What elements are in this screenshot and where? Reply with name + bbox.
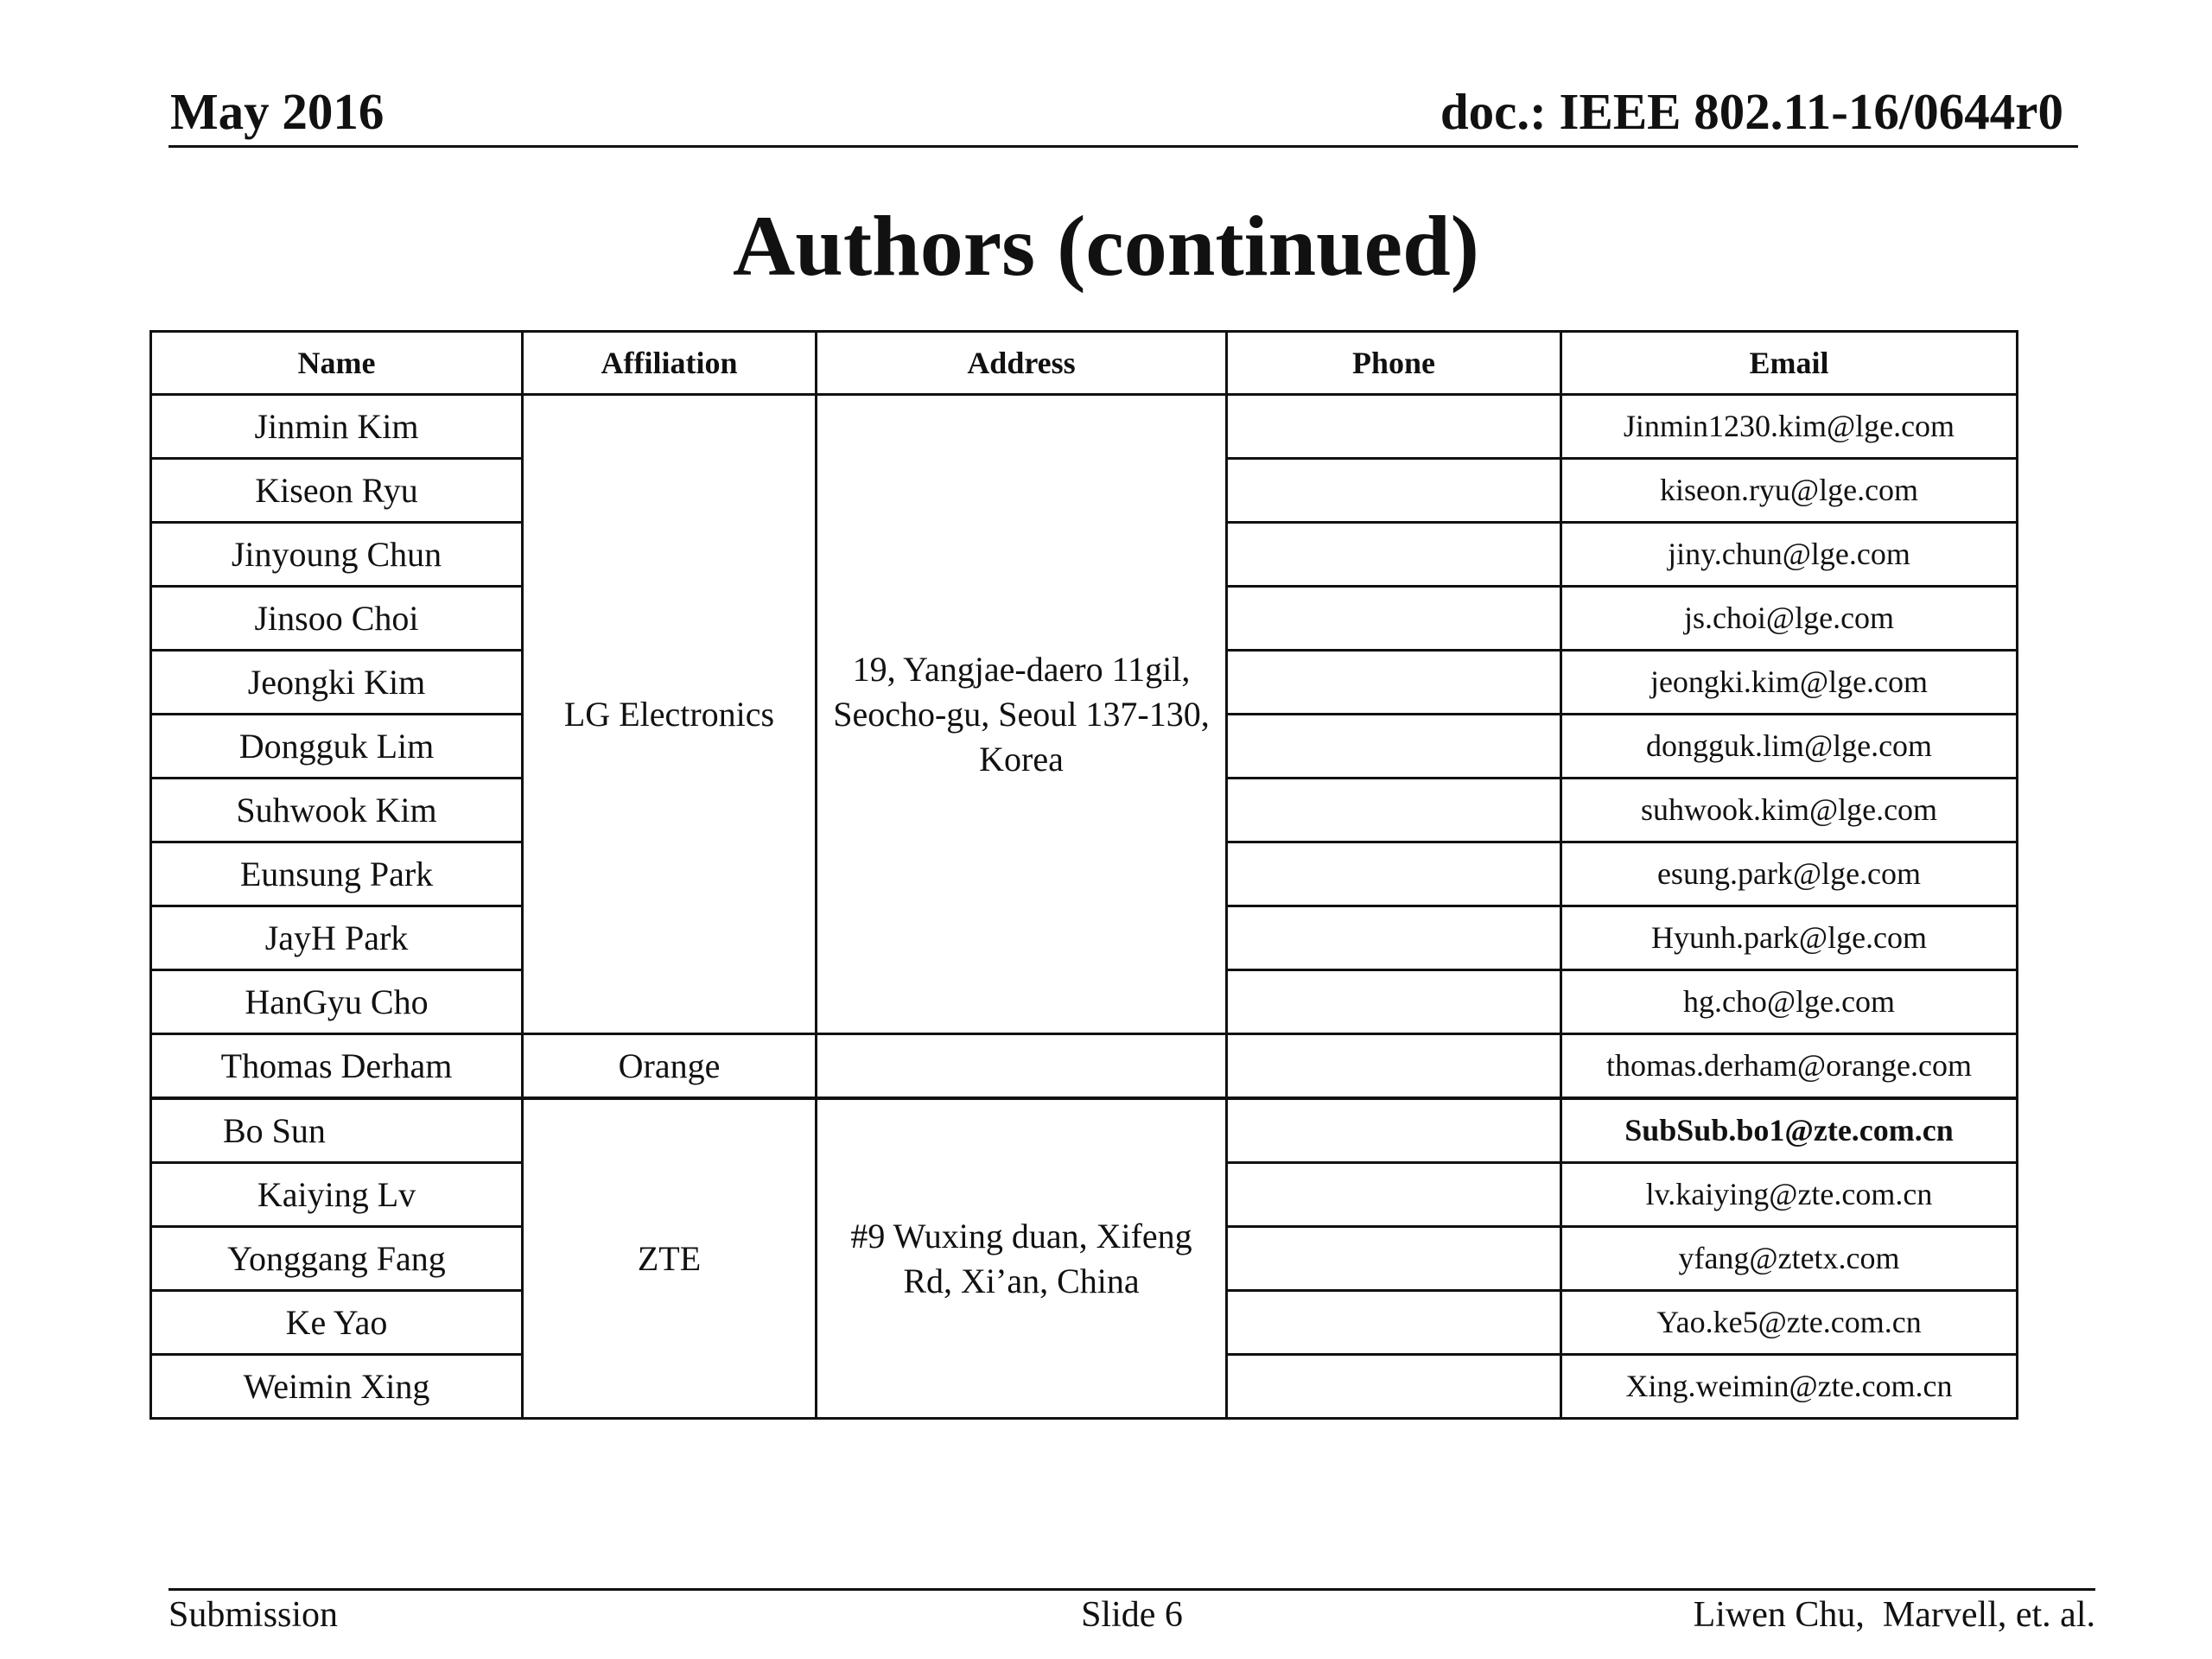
authors-table bbox=[149, 330, 2018, 1420]
phone-cell bbox=[1227, 970, 1561, 1034]
slide-title: Authors (continued) bbox=[733, 198, 1479, 294]
email-cell: yfang@ztetx.com bbox=[1561, 1227, 2018, 1291]
phone-cell bbox=[1227, 395, 1561, 459]
table-row bbox=[151, 395, 2018, 459]
footer-submission: Submission bbox=[168, 1595, 339, 1635]
table-header-row bbox=[151, 332, 2018, 395]
footer-authors: Liwen Chu, Marvell, et. al. bbox=[1693, 1595, 2095, 1635]
email-cell: dongguk.lim@lge.com bbox=[1561, 715, 2018, 779]
phone-cell bbox=[1227, 651, 1561, 715]
column-header-affiliation: Affiliation bbox=[523, 332, 817, 395]
phone-cell bbox=[1227, 1355, 1561, 1419]
phone-cell bbox=[1227, 1227, 1561, 1291]
author-name: Jinyoung Chun bbox=[151, 523, 523, 587]
author-name: Thomas Derham bbox=[151, 1034, 523, 1099]
column-header-phone: Phone bbox=[1227, 332, 1561, 395]
address-cell: #9 Wuxing duan, Xifeng Rd, Xi’an, China bbox=[817, 1098, 1227, 1419]
email-cell: Xing.weimin@zte.com.cn bbox=[1561, 1355, 2018, 1419]
email-cell: js.choi@lge.com bbox=[1561, 587, 2018, 651]
author-name: Weimin Xing bbox=[151, 1355, 523, 1419]
column-header-email: Email bbox=[1561, 332, 2018, 395]
phone-cell bbox=[1227, 587, 1561, 651]
email-cell: esung.park@lge.com bbox=[1561, 842, 2018, 906]
phone-cell bbox=[1227, 1098, 1561, 1163]
email-cell: lv.kaiying@zte.com.cn bbox=[1561, 1163, 2018, 1227]
header-date: May 2016 bbox=[170, 83, 385, 140]
phone-cell bbox=[1227, 906, 1561, 970]
author-name: Kiseon Ryu bbox=[151, 459, 523, 523]
phone-cell bbox=[1227, 523, 1561, 587]
column-header-address: Address bbox=[817, 332, 1227, 395]
address-cell bbox=[817, 1034, 1227, 1099]
phone-cell bbox=[1227, 842, 1561, 906]
author-name: Jinsoo Choi bbox=[151, 587, 523, 651]
phone-cell bbox=[1227, 1291, 1561, 1355]
footer-divider bbox=[168, 1588, 2095, 1591]
author-name: Jeongki Kim bbox=[151, 651, 523, 715]
author-name: Kaiying Lv bbox=[151, 1163, 523, 1227]
email-cell: Hyunh.park@lge.com bbox=[1561, 906, 2018, 970]
author-name: JayH Park bbox=[151, 906, 523, 970]
header-divider bbox=[168, 145, 2078, 148]
affiliation-cell: ZTE bbox=[523, 1098, 817, 1419]
footer-slide-number: Slide 6 bbox=[1081, 1595, 1183, 1635]
phone-cell bbox=[1227, 779, 1561, 842]
phone-cell bbox=[1227, 459, 1561, 523]
author-name: Eunsung Park bbox=[151, 842, 523, 906]
email-cell: Jinmin1230.kim@lge.com bbox=[1561, 395, 2018, 459]
header-doc-id: doc.: IEEE 802.11-16/0644r0 bbox=[1440, 83, 2063, 140]
email-cell: suhwook.kim@lge.com bbox=[1561, 779, 2018, 842]
author-name: Bo Sun bbox=[151, 1098, 523, 1163]
affiliation-cell: Orange bbox=[523, 1034, 817, 1099]
phone-cell bbox=[1227, 1163, 1561, 1227]
author-name: HanGyu Cho bbox=[151, 970, 523, 1034]
phone-cell bbox=[1227, 1034, 1561, 1099]
email-cell: jiny.chun@lge.com bbox=[1561, 523, 2018, 587]
email-cell: thomas.derham@orange.com bbox=[1561, 1034, 2018, 1099]
affiliation-cell: LG Electronics bbox=[523, 395, 817, 1034]
table-row bbox=[151, 1098, 2018, 1163]
column-header-name: Name bbox=[151, 332, 523, 395]
email-cell: jeongki.kim@lge.com bbox=[1561, 651, 2018, 715]
email-cell: hg.cho@lge.com bbox=[1561, 970, 2018, 1034]
address-cell: 19, Yangjae-daero 11gil, Seocho-gu, Seoul 137-130, Korea bbox=[817, 395, 1227, 1034]
email-cell: Yao.ke5@zte.com.cn bbox=[1561, 1291, 2018, 1355]
email-cell: kiseon.ryu@lge.com bbox=[1561, 459, 2018, 523]
author-name: Dongguk Lim bbox=[151, 715, 523, 779]
author-name: Suhwook Kim bbox=[151, 779, 523, 842]
phone-cell bbox=[1227, 715, 1561, 779]
author-name: Ke Yao bbox=[151, 1291, 523, 1355]
table-row bbox=[151, 1034, 2018, 1099]
author-name: Yonggang Fang bbox=[151, 1227, 523, 1291]
author-name: Jinmin Kim bbox=[151, 395, 523, 459]
email-cell: SubSub.bo1@zte.com.cn bbox=[1561, 1098, 2018, 1163]
